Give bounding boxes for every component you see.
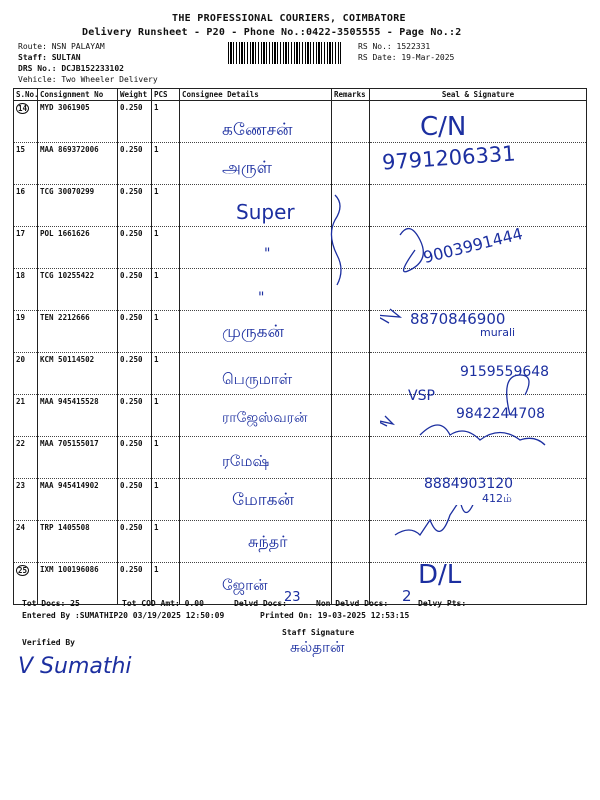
consignment-cell: KCM 50114502 (38, 353, 118, 395)
handwritten-sign-17: 9003991444 (421, 223, 525, 268)
signature-24-scribble (390, 505, 500, 545)
consignment-cell: TCG 10255422 (38, 269, 118, 311)
sno-cell: 19 (14, 311, 38, 353)
handwritten-consignee-24: சுந்தர் (248, 532, 288, 551)
col-sno: S.No. (14, 89, 38, 101)
total-docs: Tot Docs: 25 (22, 599, 80, 608)
runsheet-title: Delivery Runsheet - P20 - Phone No.:0422-3505555 - Page No.:2 (82, 27, 462, 38)
staff-label: Staff: SULTAN (18, 53, 81, 62)
weight-cell: 0.250 (118, 101, 152, 143)
weight-cell: 0.250 (118, 269, 152, 311)
weight-cell: 0.250 (118, 521, 152, 563)
consignment-cell: POL 1661626 (38, 227, 118, 269)
sno-cell: 14 (18, 104, 28, 113)
col-seal-signature: Seal & Signature (370, 89, 587, 101)
handwritten-ditto-18: " (258, 290, 265, 306)
company-title: THE PROFESSIONAL COURIERS, COIMBATORE (172, 13, 406, 24)
handwritten-sign-20: 9159559648 (460, 364, 550, 380)
handwritten-sign-23-extra: 412ம் (482, 492, 512, 505)
pcs-cell: 1 (152, 353, 180, 395)
delivered-docs-value: 23 (284, 590, 301, 605)
pcs-cell: 1 (152, 227, 180, 269)
route-label: Route: NSN PALAYAM (18, 42, 105, 51)
handwritten-consignee-20: பெருமாள் (222, 370, 293, 388)
sno-cell: 15 (14, 143, 38, 185)
consignment-cell: MAA 869372006 (38, 143, 118, 185)
col-weight: Weight (118, 89, 152, 101)
sno-cell: 22 (14, 437, 38, 479)
signature-scribbles (380, 215, 570, 475)
pcs-cell: 1 (152, 437, 180, 479)
sno-cell: 17 (14, 227, 38, 269)
handwritten-sign-19: 8870846900 (410, 310, 506, 328)
pcs-cell: 1 (152, 479, 180, 521)
col-remarks: Remarks (332, 89, 370, 101)
drs-number: DRS No.: DCJB152233102 (18, 64, 124, 73)
pcs-cell: 1 (152, 563, 180, 605)
sno-cell: 23 (14, 479, 38, 521)
weight-cell: 0.250 (118, 227, 152, 269)
staff-signature-label: Staff Signature (282, 628, 355, 637)
weight-cell: 0.250 (118, 437, 152, 479)
consignment-cell: TEN 2212666 (38, 311, 118, 353)
pcs-cell: 1 (152, 521, 180, 563)
weight-cell: 0.250 (118, 479, 152, 521)
sno-cell: 21 (14, 395, 38, 437)
handwritten-sign-14: C/N (420, 112, 467, 142)
handwritten-sign-25: D/L (418, 560, 462, 590)
handwritten-consignee-23: மோகன் (232, 490, 294, 510)
barcode-image (228, 42, 341, 64)
pcs-cell: 1 (152, 185, 180, 227)
sno-cell: 16 (14, 185, 38, 227)
staff-signature: சுல்தான் (290, 638, 345, 656)
weight-cell: 0.250 (118, 143, 152, 185)
non-delivered-docs-value: 2 (402, 587, 412, 605)
pcs-cell: 1 (152, 101, 180, 143)
col-consignee: Consignee Details (180, 89, 332, 101)
printed-on: Printed On: 19-03-2025 12:53:15 (260, 611, 410, 620)
pcs-cell: 1 (152, 143, 180, 185)
non-delivered-docs-label: Non Delvd Docs: (316, 599, 389, 608)
handwritten-ditto-17: " (264, 246, 271, 262)
total-cod-amount: Tot COD Amt: 0.00 (122, 599, 204, 608)
weight-cell: 0.250 (118, 311, 152, 353)
consignment-cell: MAA 945414902 (38, 479, 118, 521)
handwritten-consignee-14: கணேசன் (222, 120, 293, 140)
consignment-cell: TCG 30070299 (38, 185, 118, 227)
delivered-docs-label: Delvd Docs: (234, 599, 287, 608)
col-pcs: PCS (152, 89, 180, 101)
weight-cell: 0.250 (118, 563, 152, 605)
rs-number: RS No.: 1522331 (358, 42, 431, 51)
sno-cell: 25 (18, 566, 28, 575)
handwritten-consignee-22: ரமேஷ் (222, 452, 270, 470)
col-consignment: Consignment No (38, 89, 118, 101)
entered-by: Entered By :SUMATHIP20 03/19/2025 12:50:09 (22, 611, 225, 620)
sno-cell: 18 (14, 269, 38, 311)
handwritten-consignee-16: Super (236, 200, 295, 224)
handwritten-sign-23: 8884903120 (424, 476, 514, 492)
handwritten-consignee-19: முருகன் (222, 322, 284, 342)
handwritten-sign-21: 9842244708 (456, 406, 546, 422)
weight-cell: 0.250 (118, 185, 152, 227)
pcs-cell: 1 (152, 311, 180, 353)
consignment-cell: TRP 1405508 (38, 521, 118, 563)
table-row (14, 101, 587, 143)
consignment-cell: MAA 945415528 (38, 395, 118, 437)
weight-cell: 0.250 (118, 395, 152, 437)
sno-cell: 24 (14, 521, 38, 563)
vehicle-label: Vehicle: Two Wheeler Delivery (18, 75, 158, 84)
handwritten-sign-19-name: murali (480, 326, 516, 339)
consignment-cell: MYD 3061905 (38, 101, 118, 143)
sno-cell: 20 (14, 353, 38, 395)
table-header-row (14, 89, 587, 101)
pcs-cell: 1 (152, 395, 180, 437)
handwritten-consignee-15: அருள் (222, 158, 272, 178)
handwritten-sign-15: 9791206331 (381, 141, 517, 175)
rs-date: RS Date: 19-Mar-2025 (358, 53, 455, 62)
bracket-mark (330, 190, 350, 290)
consignment-cell: IXM 100196086 (38, 563, 118, 605)
handwritten-sign-21-vsp: VSP (408, 388, 435, 404)
handwritten-consignee-21: ராஜேஸ்வரன் (222, 410, 308, 426)
consignment-cell: MAA 705155017 (38, 437, 118, 479)
handwritten-consignee-25: ஜோன் (222, 576, 268, 594)
weight-cell: 0.250 (118, 353, 152, 395)
table-row (14, 521, 587, 563)
verified-by-label: Verified By (22, 638, 75, 647)
pcs-cell: 1 (152, 269, 180, 311)
verified-signature: V Sumathi (18, 654, 132, 679)
delivery-points-label: Delvy Pts: (418, 599, 467, 608)
